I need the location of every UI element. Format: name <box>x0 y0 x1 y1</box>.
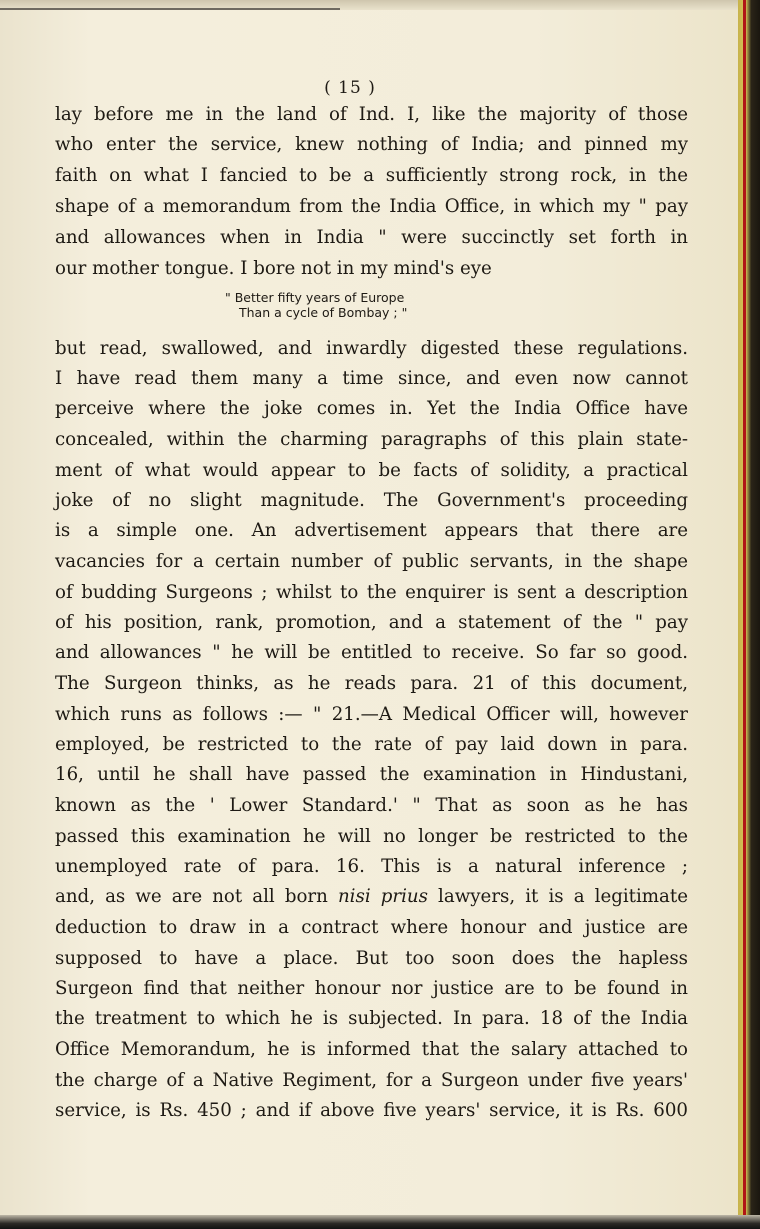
text-line: ment of what would appear to be facts of solidity, a practical <box>55 460 688 481</box>
text-line: the treatment to which he is subjected. In para. 18 of the India <box>55 1008 688 1029</box>
text-line: I have read them many a time since, and even now cannot <box>55 368 688 389</box>
text-line: known as the ' Lower Standard.' " That as soon as he has <box>55 795 688 816</box>
top-rule <box>0 8 340 10</box>
text-line: and allowances when in India " were succinctly set forth in <box>55 227 688 248</box>
text-line: supposed to have a place. But too soon does the hapless <box>55 948 688 969</box>
text-line: of his position, rank, promotion, and a statement of the " pay <box>55 612 688 633</box>
text-line: and allowances " he will be entitled to receive. So far so good. <box>55 642 688 663</box>
text-segment: lawyers, it is a legitimate <box>438 886 688 907</box>
text-line: 16, until he shall have passed the examination in Hindustani, <box>55 764 688 785</box>
spine-red-strip <box>743 0 746 1229</box>
text-line: which runs as follows :— " 21.—A Medical Officer will, however <box>55 704 688 725</box>
book-spine <box>738 0 760 1229</box>
text-line-with-italic <box>55 882 688 912</box>
text-line: Office Memorandum, he is informed that the salary attached to <box>55 1039 688 1060</box>
text-line: Surgeon find that neither honour nor justice are to be found in <box>55 978 688 999</box>
text-line: is a simple one. An advertisement appears that there are <box>55 520 688 541</box>
text-segment: and, as we are not all born <box>55 886 328 907</box>
text-line: concealed, within the charming paragraphs of this plain state- <box>55 429 688 450</box>
text-line: passed this examination he will no longer be restricted to the <box>55 826 688 847</box>
text-line: vacancies for a certain number of public servants, in the shape <box>55 551 688 572</box>
text-line: of budding Surgeons ; whilst to the enquirer is sent a description <box>55 582 688 603</box>
text-line: The Surgeon thinks, as he reads para. 21 of this document, <box>55 673 688 694</box>
text-line: faith on what I fancied to be a sufficiently strong rock, in the <box>55 165 688 186</box>
page-bottom-edge <box>0 1215 760 1229</box>
verse-line: Than a cycle of Bombay ; " <box>239 305 408 320</box>
text-line: joke of no slight magnitude. The Government's proceeding <box>55 490 688 511</box>
text-line: service, is Rs. 450 ; and if above five years' service, it is Rs. 600 <box>55 1100 688 1121</box>
text-line: who enter the service, knew nothing of India; and pinned my <box>55 134 688 155</box>
italic-phrase: nisi prius <box>337 886 428 907</box>
text-line: deduction to draw in a contract where honour and justice are <box>55 917 688 938</box>
text-line: perceive where the joke comes in. Yet the India Office have <box>55 398 688 419</box>
verse-line: " Better fifty years of Europe <box>225 290 405 305</box>
page-number: ( 15 ) <box>324 78 376 98</box>
text-line: the charge of a Native Regiment, for a Surgeon under five years' <box>55 1070 688 1091</box>
text-line: unemployed rate of para. 16. This is a natural inference ; <box>55 856 688 877</box>
text-line: employed, be restricted to the rate of pay laid down in para. <box>55 734 688 755</box>
text-line: shape of a memorandum from the India Office, in which my " pay <box>55 196 688 217</box>
text-line: our mother tongue. I bore not in my mind's eye <box>55 258 492 279</box>
text-line: but read, swallowed, and inwardly digested these regulations. <box>55 338 688 359</box>
text-line: lay before me in the land of Ind. I, like the majority of those <box>55 104 688 125</box>
